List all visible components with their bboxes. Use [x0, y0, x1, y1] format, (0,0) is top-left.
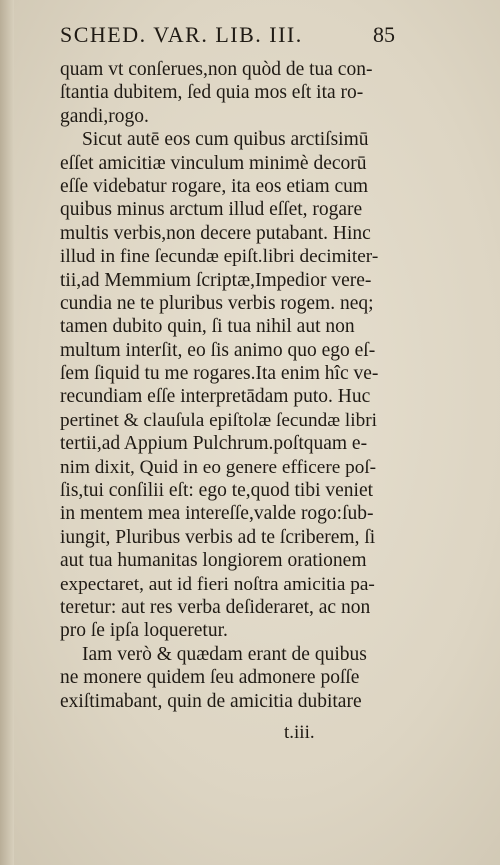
text-line: Iam verò & quædam erant de quibus — [82, 643, 367, 665]
text-line: pro ſe ipſa loqueretur. — [60, 620, 228, 642]
text-line: illud in fine ſecundæ epiſt.libri decimiter- — [60, 246, 379, 268]
text-line: quibus minus arctum illud eſſet, rogare — [60, 199, 363, 221]
text-line: eſſet amicitiæ vinculum minimè decorū — [60, 152, 367, 174]
text-line: recundiam eſſe interpretādam puto. Huc — [60, 386, 371, 408]
text-line: eſſe videbatur rogare, ita eos etiam cum — [60, 175, 369, 197]
text-line: pertinet & clauſula epiſtolæ ſecundæ libri — [60, 409, 378, 431]
text-line: expectaret, aut id fieri noſtra amicitia pa- — [60, 573, 375, 595]
text-line: aut tua humanitas longiorem orationem — [60, 550, 367, 572]
signature-mark: t.iii. — [284, 722, 315, 743]
text-line: ſem ſiquid tu me rogares.Ita enim hîc ve- — [60, 363, 379, 385]
text-line: ne monere quidem ſeu admonere poſſe — [60, 667, 360, 689]
text-line: multum interſit, eo ſis animo quo ego eſ- — [60, 339, 376, 361]
text-line: Sicut autē eos cum quibus arctiſsimū — [82, 129, 369, 151]
paragraph — [60, 58, 378, 128]
text-line: exiſtimabant, quin de amicitia dubitare — [60, 690, 362, 712]
text-line: gandi,rogo. — [60, 105, 149, 127]
text-line: ſtantia dubitem, ſed quia mos eſt ita ro- — [60, 82, 364, 104]
page-number: 85 — [373, 22, 395, 47]
text-line: nim dixit, Quid in eo genere efficere poſ- — [60, 456, 377, 478]
text-line: tii,ad Memmium ſcriptæ,Impedior vere- — [60, 269, 372, 291]
text-line: iungit, Pluribus verbis ad te ſcriberem, ſi — [60, 526, 376, 548]
text-line: in mentem mea intereſſe,valde rogo:ſub- — [60, 503, 374, 525]
running-head — [60, 22, 395, 50]
body-text — [60, 58, 378, 713]
text-line: teretur: aut res verba deſideraret, ac non — [60, 596, 371, 618]
text-line: tertii,ad Appium Pulchrum.poſtquam e- — [60, 433, 368, 455]
text-line: tamen dubito quin, ſi tua nihil aut non — [60, 316, 355, 338]
text-line: multis verbis,non decere putabant. Hinc — [60, 222, 371, 244]
text-line: quam vt conſerues,non quòd de tua con- — [60, 59, 373, 80]
text-line: ſis,tui conſilii eſt: ego te,quod tibi veniet — [60, 480, 374, 502]
paragraph — [60, 128, 378, 643]
running-head-title: SCHED. VAR. LIB. III. — [60, 22, 303, 47]
text-line: cundia ne te pluribus verbis rogem. neq; — [60, 292, 374, 314]
paragraph — [60, 643, 378, 713]
page-gutter-shadow — [0, 0, 14, 865]
